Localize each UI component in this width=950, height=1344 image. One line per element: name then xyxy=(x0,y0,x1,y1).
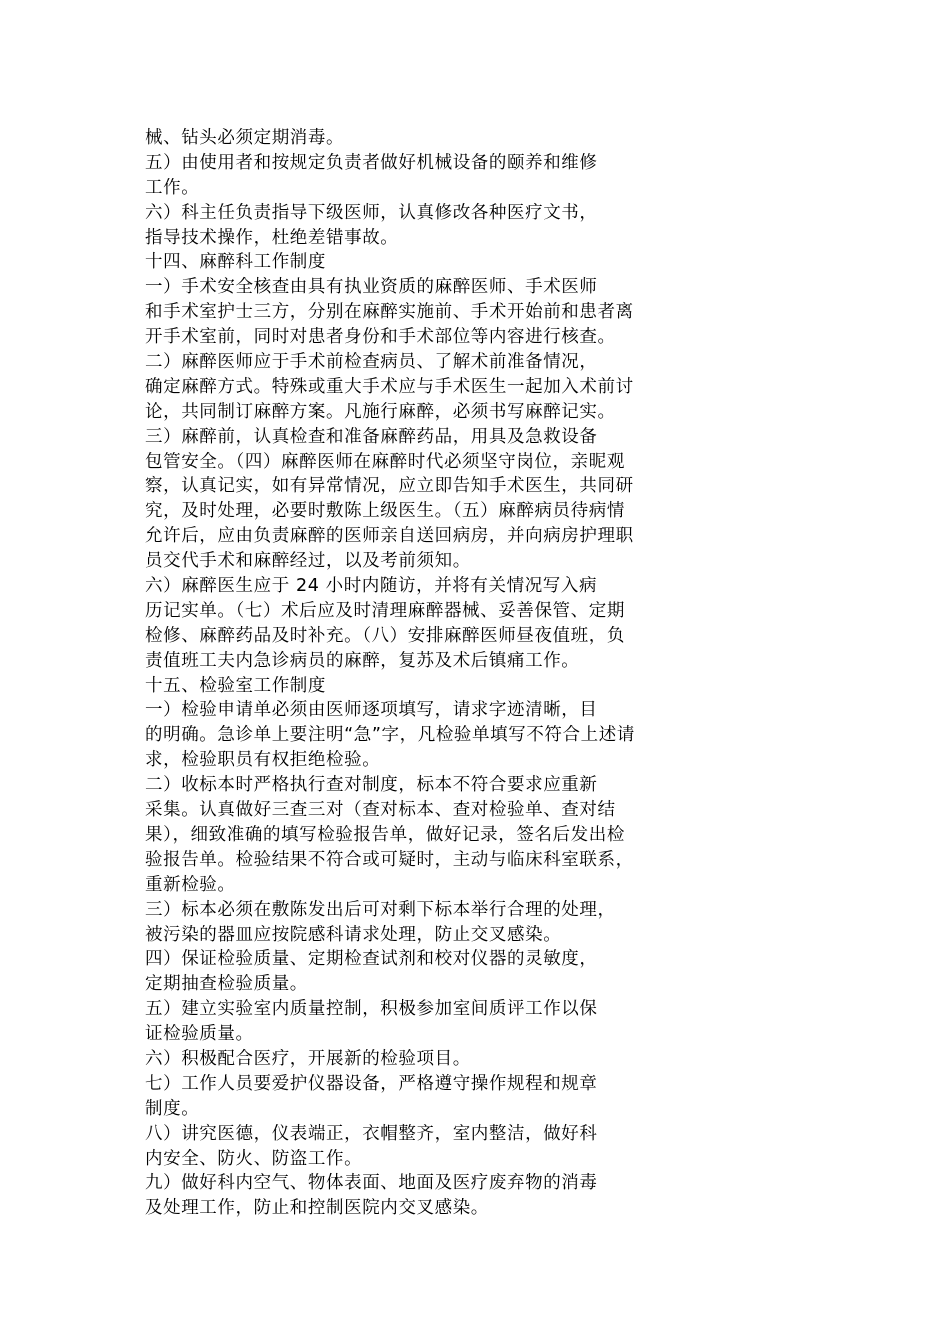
text-line: 指导技术操作，杜绝差错事故。 xyxy=(145,227,399,248)
text-line: 和手术室护士三方，分别在麻醉实施前、手术开始前和患者离 xyxy=(145,302,634,323)
text-line: 制度。 xyxy=(145,1098,200,1119)
text-line: 历记实单。（七）术后应及时清理麻醉器械、妥善保管、定期 xyxy=(145,600,625,621)
text-line: 及处理工作，防止和控制医院内交叉感染。 xyxy=(145,1198,489,1219)
text-line: 的明确。急诊单上要注明“急”字，凡检验单填写不符合上述请 xyxy=(145,725,635,746)
text-line: 证检验质量。 xyxy=(145,1024,254,1045)
text-line: 六）积极配合医疗，开展新的检验项目。 xyxy=(145,1048,471,1069)
text-line: 包管安全。（四）麻醉医师在麻醉时代必须坚守岗位，亲昵观 xyxy=(145,451,625,472)
text-line: 定期抽查检验质量。 xyxy=(145,974,308,995)
text-line: 开手术室前，同时对患者身份和手术部位等内容进行核查。 xyxy=(145,327,616,348)
text-line: 七）工作人员要爱护仪器设备，严格遵守操作规程和规章 xyxy=(145,1073,598,1094)
section-heading: 十四、麻醉科工作制度 xyxy=(145,252,326,273)
text-line: 三）麻醉前，认真检查和准备麻醉药品，用具及急救设备 xyxy=(145,426,598,447)
text-line: 二）麻醉医师应于手术前检查病员、了解术前准备情况， xyxy=(145,352,598,373)
text-line: 责值班工夫内急诊病员的麻醉，复苏及术后镇痛工作。 xyxy=(145,650,580,671)
text-line: 一）检验申请单必须由医师逐项填写，请求字迹清晰，目 xyxy=(145,700,598,721)
text-line: 六）麻醉医生应于 24 小时内随访，并将有关情况写入病 xyxy=(145,576,598,597)
text-line: 五）由使用者和按规定负责者做好机械设备的颐养和维修 xyxy=(145,152,598,173)
text-line: 检修、麻醉药品及时补充。（八）安排麻醉医师昼夜值班，负 xyxy=(145,625,625,646)
text-line: 验报告单。检验结果不符合或可疑时，主动与临床科室联系， xyxy=(145,849,634,870)
text-line: 采集。认真做好三查三对（查对标本、查对检验单、查对结 xyxy=(145,800,616,821)
document-body xyxy=(145,126,705,1221)
text-line: 论，共同制订麻醉方案。凡施行麻醉，必须书写麻醉记实。 xyxy=(145,401,616,422)
text-line: 求，检验职员有权拒绝检验。 xyxy=(145,750,381,771)
text-line: 三）标本必须在敷陈发出后可对剩下标本举行合理的处理， xyxy=(145,899,616,920)
section-heading: 十五、检验室工作制度 xyxy=(145,675,326,696)
text-line: 被污染的器皿应按院感科请求处理，防止交叉感染。 xyxy=(145,924,562,945)
text-line: 员交代手术和麻醉经过，以及考前须知。 xyxy=(145,551,471,572)
text-line: 果），细致准确的填写检验报告单，做好记录，签名后发出检 xyxy=(145,824,625,845)
text-line: 确定麻醉方式。特殊或重大手术应与手术医生一起加入术前讨 xyxy=(145,376,634,397)
text-line: 察，认真记实，如有异常情况，应立即告知手术医生，共同研 xyxy=(145,476,634,497)
text-line: 一）手术安全核查由具有执业资质的麻醉医师、手术医师 xyxy=(145,277,598,298)
text-line: 内安全、防火、防盗工作。 xyxy=(145,1148,363,1169)
text-line: 二）收标本时严格执行查对制度，标本不符合要求应重新 xyxy=(145,775,598,796)
text-line: 八）讲究医德，仪表端正，衣帽整齐，室内整洁，做好科 xyxy=(145,1123,598,1144)
text-line: 九）做好科内空气、物体表面、地面及医疗废弃物的消毒 xyxy=(145,1173,598,1194)
text-line: 究，及时处理，必要时敷陈上级医生。（五）麻醉病员待病情 xyxy=(145,501,625,522)
text-line: 重新检验。 xyxy=(145,874,236,895)
text-line: 五）建立实验室内质量控制，积极参加室间质评工作以保 xyxy=(145,999,598,1020)
text-line: 四）保证检验质量、定期检查试剂和校对仪器的灵敏度， xyxy=(145,949,598,970)
text-line: 允许后，应由负责麻醉的医师亲自送回病房，并向病房护理职 xyxy=(145,526,634,547)
text-line: 工作。 xyxy=(145,177,200,198)
text-line: 械、钻头必须定期消毒。 xyxy=(145,128,345,148)
text-line: 六）科主任负责指导下级医师，认真修改各种医疗文书， xyxy=(145,202,598,223)
